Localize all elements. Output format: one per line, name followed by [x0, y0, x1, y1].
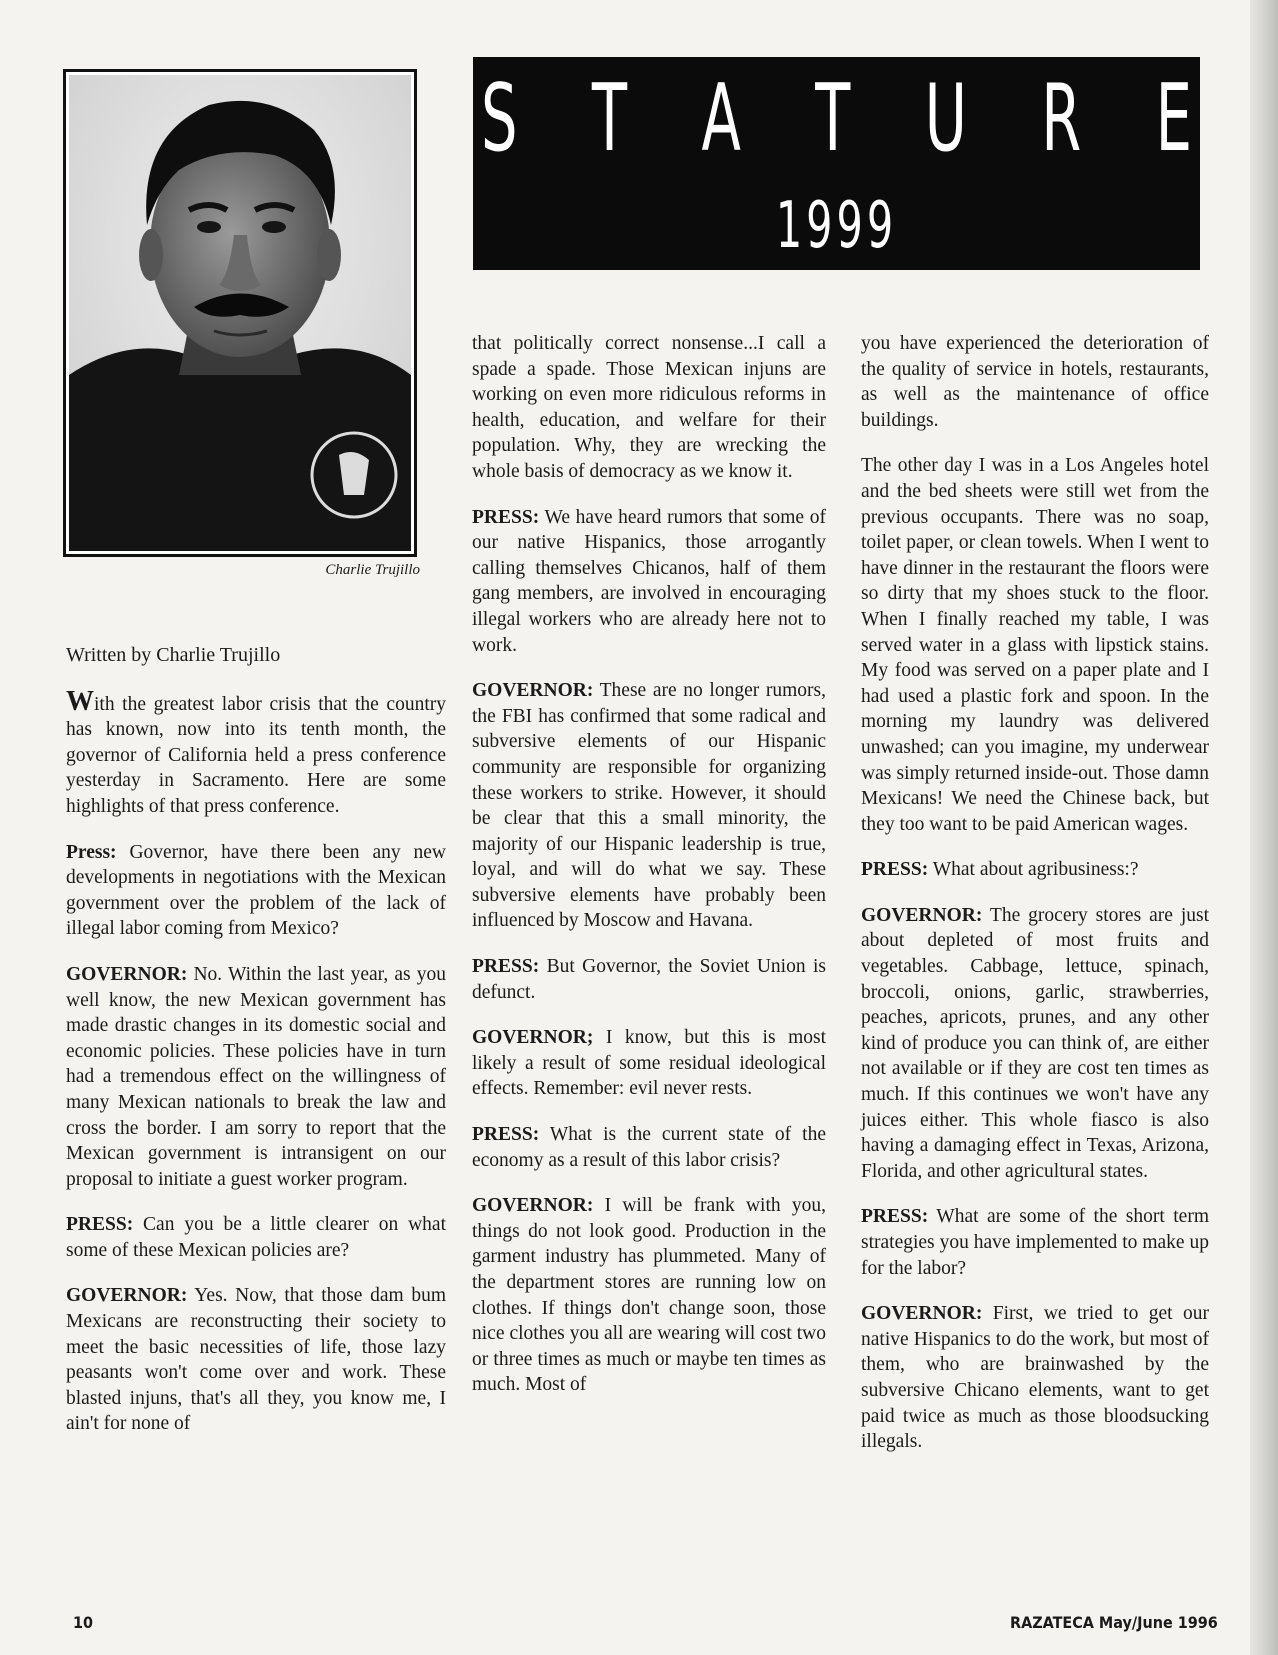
paragraph: GOVERNOR: The grocery stores are just about depleted of most fruits and vegetables. Cabbage, lettuce, spinach, broccoli, onions, garlic, strawberries, peaches, apricots, prunes, and any other kind of produce you can think of, are either not available or if they are cost ten times as much. If this continues we won't have any juices either. This whole fiasco is also having a damaging effect in Texas, Arizona, Florida, and other agricultural states. — [861, 904, 1209, 1182]
page-number: 10 — [73, 1613, 94, 1632]
speaker-label: GOVERNOR: — [861, 1303, 983, 1325]
publication-footer: RAZATECA May/June 1996 — [1010, 1613, 1218, 1632]
paragraph: that politically correct nonsense...I call a spade a spade. Those Mexican injuns are working on even more ridiculous reforms in health, education, and welfare for their population. Why, they are wrecking the whole basis of democracy as we know it. — [472, 333, 826, 482]
paragraph: you have experienced the deterioration of the quality of service in hotels, restaurants, as well as the maintenance of office buildings. — [861, 333, 1209, 431]
speaker-label: GOVERNOR: — [861, 904, 983, 926]
speaker-label: PRESS: — [861, 1206, 929, 1228]
banner-letter: R — [1041, 65, 1082, 174]
paragraph: GOVERNOR: These are no longer rumors, the FBI has confirmed that some radical and subversive elements of our Hispanic community are responsible for organizing these workers to strike. However, it should be clear that this a small minority, the majority of our Hispanic leadership is true, loyal, and will do what we say. These subversive elements have probably been influenced by Moscow and Havana. — [472, 680, 826, 932]
page-edge — [1250, 0, 1278, 1655]
speaker-label: GOVERNOR: — [66, 963, 188, 985]
title-banner — [473, 57, 1200, 270]
speaker-label: PRESS: — [861, 859, 929, 881]
banner-letter: S — [481, 65, 518, 174]
paragraph: PRESS: What about agribusiness:? — [861, 859, 1139, 881]
paragraph: The other day I was in a Los Angeles hotel and the bed sheets were still wet from the previous occupants. There was no soap, toilet paper, or clean towels. When I went to have dinner in the restaurant the floors were so dirty that my shoes stuck to the floor. When I finally reached my table, I was served water in a glass with lipstick stains. My food was served on a paper plate and I had used a plastic fork and spoon. In the morning my laundry was delivered unwashed; can you imagine, my underwear was simply returned inside-out. Those damn Mexicans! We need the Chinese back, but they too want to be paid American wages. — [861, 455, 1209, 835]
speaker-label: PRESS: — [472, 956, 540, 978]
speaker-label: PRESS: — [472, 1124, 540, 1146]
drop-cap: W — [66, 685, 94, 717]
paragraph: Press: Governor, have there been any new developments in negotiations with the Mexican government over the problem of the lack of illegal labor coming from Mexico? — [66, 841, 446, 940]
paragraph: PRESS: Can you be a little clearer on what some of these Mexican policies are? — [66, 1214, 446, 1261]
speaker-label: PRESS: — [472, 506, 540, 528]
portrait-illustration — [69, 75, 411, 551]
paragraph: GOVERNOR: Yes. Now, that those dam bum Mexicans are reconstructing their society to meet the basic necessities of life, those lazy peasants won't come over and work. These blasted injuns, that's all they, you know me, I ain't for none of — [66, 1285, 446, 1435]
author-photo-frame — [63, 69, 417, 557]
speaker-label: Press: — [66, 841, 117, 863]
intro-paragraph: With the greatest labor crisis that the country has known, now into its tenth month, the governor of California held a press conference yesterday in Sacramento. Here are some highlights of that press conference. — [66, 685, 446, 817]
byline: Written by Charlie Trujillo — [66, 644, 281, 666]
photo-caption: Charlie Trujillo — [325, 562, 420, 578]
speaker-label: GOVERNOR: — [66, 1285, 188, 1307]
column-2 — [472, 331, 826, 1418]
speaker-label: GOVERNOR; — [472, 1027, 594, 1049]
paragraph: GOVERNOR: No. Within the last year, as you well know, the new Mexican government has made drastic changes in its domestic social and economic policies. These policies have in turn had a tremendous effect on the willingness of many Mexican nationals to break the law and cross the border. I am sorry to report that the Mexican government is intransigent on our proposal to initiate a guest worker program. — [66, 963, 446, 1190]
paragraph: GOVERNOR: First, we tried to get our native Hispanics to do the work, but most of them, who are brainwashed by the subversive Chicano elements, want to get paid twice as much as those bloodsucking illegals. — [861, 1303, 1209, 1453]
paragraph: PRESS: What is the current state of the economy as a result of this labor crisis? — [472, 1124, 826, 1171]
column-3 — [861, 331, 1209, 1475]
paragraph: PRESS: But Governor, the Soviet Union is defunct. — [472, 956, 826, 1003]
banner-letter: T — [815, 65, 851, 174]
banner-title — [473, 65, 1200, 174]
paragraph: GOVERNOR: I will be frank with you, things do not look good. Production in the garment industry has plummeted. Many of the department stores are running low on clothes. If things don't change soon, those nice clothes you all are wearing will cost two or three times as much or maybe ten times as much. Most of — [472, 1195, 826, 1396]
author-photo — [69, 75, 411, 551]
banner-year: 1999 — [775, 187, 898, 263]
speaker-label: PRESS: — [66, 1214, 134, 1236]
paragraph: GOVERNOR; I know, but this is most likely a result of some residual ideological effects. Remember: evil never rests. — [472, 1027, 826, 1100]
banner-letter: U — [924, 65, 967, 174]
column-1 — [66, 643, 446, 1457]
paragraph: PRESS: We have heard rumors that some of our native Hispanics, those arrogantly calling themselves Chicanos, half of them gang members, are involved in encouraging illegal workers who are already here not to work. — [472, 506, 826, 656]
banner-letter: E — [1155, 65, 1192, 174]
banner-letter: A — [701, 65, 741, 174]
paragraph: PRESS: What are some of the short term strategies you have implemented to make up for the labor? — [861, 1206, 1209, 1279]
banner-letter: T — [591, 65, 628, 174]
speaker-label: GOVERNOR: — [472, 1195, 594, 1217]
speaker-label: GOVERNOR: — [472, 680, 594, 702]
